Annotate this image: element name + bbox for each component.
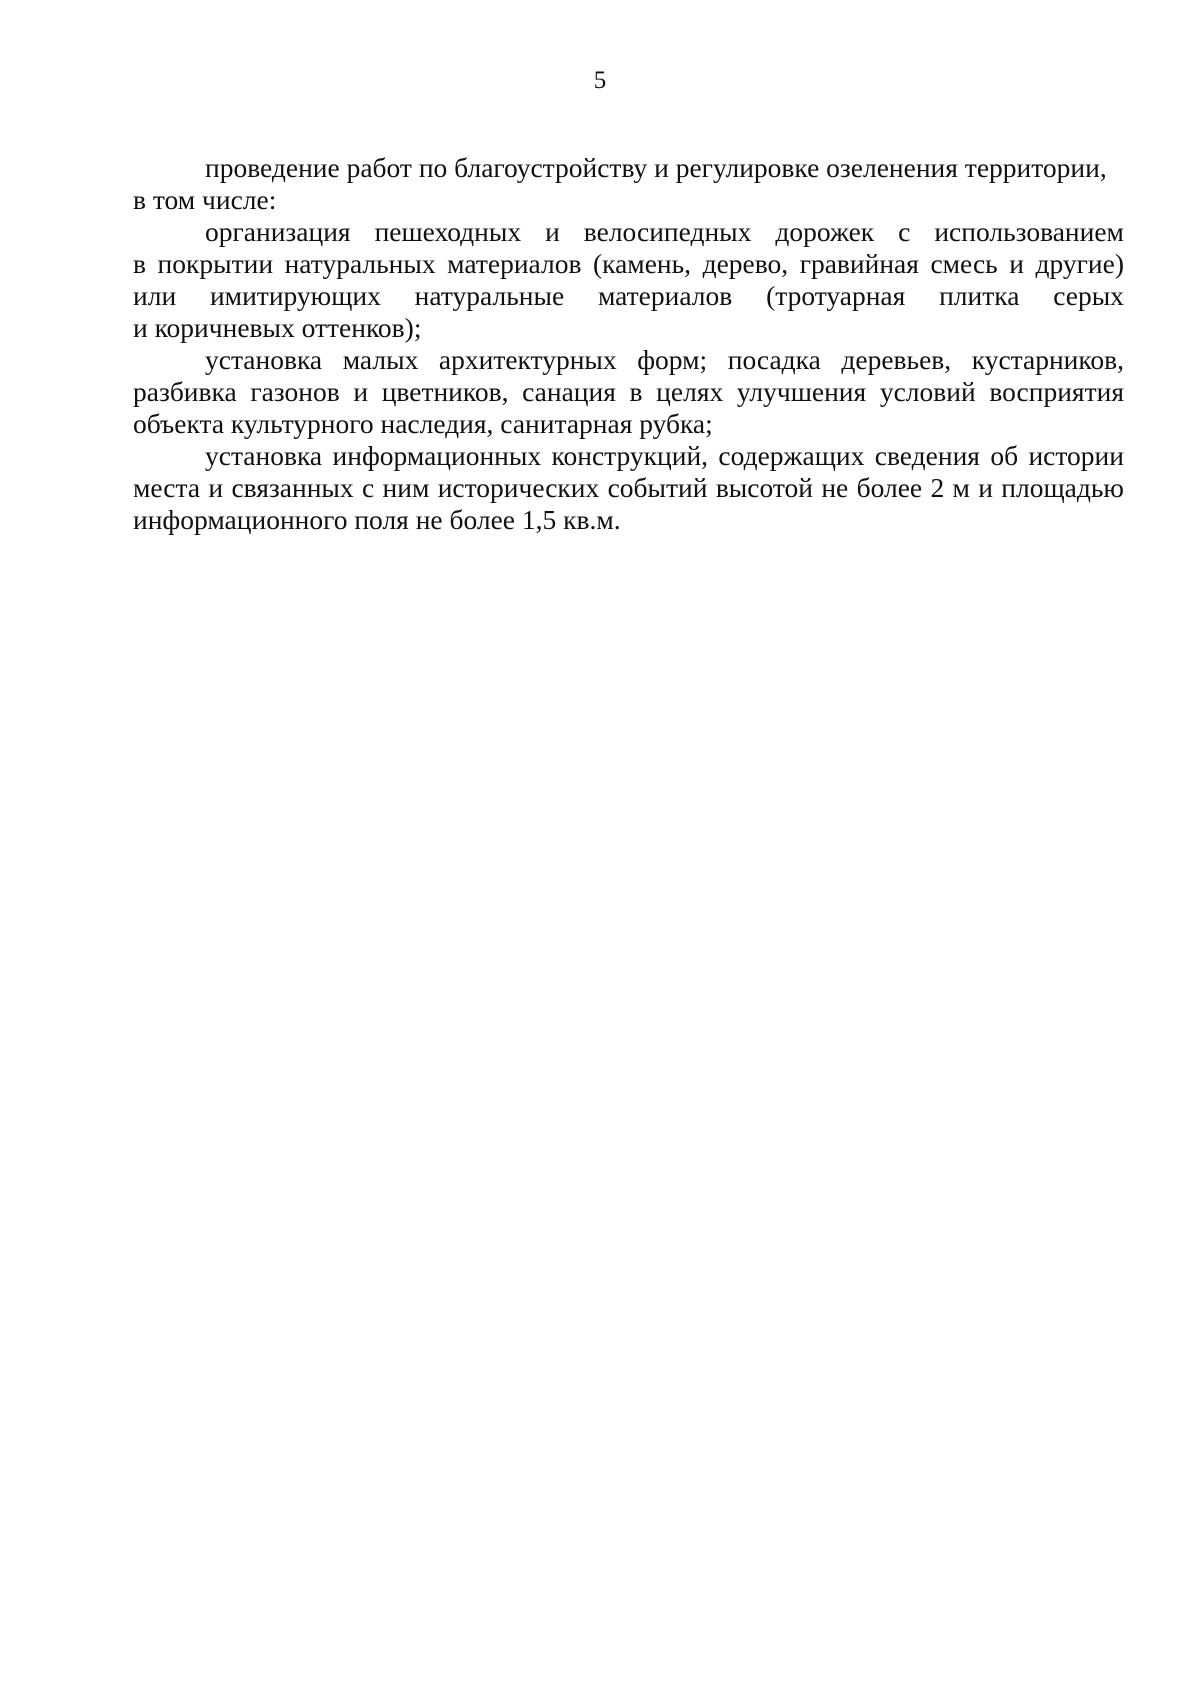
word: 2 xyxy=(930,472,945,503)
text-line xyxy=(133,280,1124,312)
word: улучшения xyxy=(736,376,867,407)
word: ним xyxy=(382,472,430,503)
text-line xyxy=(133,248,1124,280)
word: и xyxy=(978,472,993,503)
page-number: 5 xyxy=(593,67,607,94)
word: другие) xyxy=(1035,248,1124,279)
word: гравийная xyxy=(799,248,919,279)
word: с xyxy=(898,216,911,247)
word: высотой xyxy=(715,472,813,503)
word: и xyxy=(208,472,224,503)
word: велосипедных xyxy=(583,216,752,247)
word: сведения xyxy=(874,440,980,471)
word: или xyxy=(133,280,177,311)
word: содержащих xyxy=(718,440,865,471)
paragraph-landscaping xyxy=(133,152,1124,216)
text-line: информационного поля не более 1,5 кв.м. xyxy=(133,504,621,535)
text-line: в том числе: xyxy=(133,184,277,215)
word: (камень, xyxy=(592,248,692,279)
word: в xyxy=(133,248,146,279)
word: конструкций, xyxy=(551,440,709,471)
word: посадка xyxy=(727,344,821,375)
word: событий xyxy=(607,472,708,503)
word: об xyxy=(990,440,1019,471)
word: и xyxy=(1009,248,1024,279)
word: места xyxy=(133,472,201,503)
word: более xyxy=(856,472,923,503)
word: восприятия xyxy=(989,376,1124,407)
word: организация xyxy=(205,216,351,247)
word: форм; xyxy=(637,344,708,375)
word: кустарников, xyxy=(971,344,1124,375)
word: и xyxy=(353,376,369,407)
word: установка xyxy=(205,440,323,471)
word: материалов xyxy=(447,248,582,279)
paragraph-small-forms xyxy=(133,344,1124,440)
word: дерево, xyxy=(702,248,789,279)
word: площадью xyxy=(1001,472,1124,503)
word: истории xyxy=(1028,440,1124,471)
word: м xyxy=(952,472,970,503)
text-line xyxy=(133,472,1124,504)
word: цветников, xyxy=(381,376,509,407)
document-body xyxy=(133,152,1124,536)
word: информационных xyxy=(332,440,542,471)
paragraph-info-structures xyxy=(133,440,1124,536)
word: исторических xyxy=(437,472,600,503)
paragraph-paths xyxy=(133,216,1124,344)
word: не xyxy=(821,472,849,503)
word: материалов xyxy=(597,280,733,311)
text-line: и коричневых оттенков); xyxy=(133,312,422,343)
text-line xyxy=(133,216,1124,248)
word: и xyxy=(545,216,560,247)
word: смесь xyxy=(930,248,998,279)
word: серых xyxy=(1053,280,1124,311)
word: малых xyxy=(342,344,419,375)
text-line xyxy=(133,440,1124,472)
word: санация xyxy=(522,376,616,407)
word: деревьев, xyxy=(841,344,952,375)
word: газонов xyxy=(250,376,340,407)
text-line: объекта культурного наследия, санитарная рубка; xyxy=(133,408,713,439)
word: разбивка xyxy=(133,376,237,407)
word: покрытии xyxy=(157,248,274,279)
word: установка xyxy=(205,344,323,375)
word: (тротуарная xyxy=(766,280,906,311)
word: целях xyxy=(656,376,724,407)
word: плитка xyxy=(939,280,1020,311)
word: архитектурных xyxy=(438,344,617,375)
text-line xyxy=(133,344,1124,376)
word: с xyxy=(361,472,375,503)
text-line-content: проведение работ по благоустройству и регулировке озеленения территории, xyxy=(205,152,1107,183)
word: дорожек xyxy=(775,216,875,247)
text-line xyxy=(133,152,1124,184)
word: условий xyxy=(879,376,976,407)
word: натуральных xyxy=(284,248,436,279)
text-line xyxy=(133,376,1124,408)
word: натуральные xyxy=(414,280,565,311)
word: использованием xyxy=(934,216,1124,247)
word: имитирующих xyxy=(209,280,381,311)
word: в xyxy=(629,376,643,407)
word: связанных xyxy=(231,472,354,503)
word: пешеходных xyxy=(374,216,522,247)
